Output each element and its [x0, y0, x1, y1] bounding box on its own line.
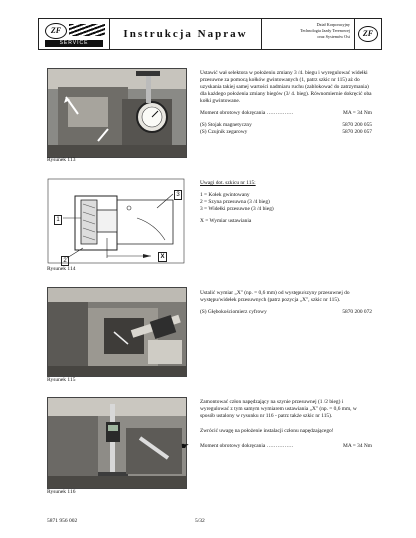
tool-name: (S) Stojak magnetyczny [200, 122, 252, 128]
page-header [38, 18, 382, 50]
callout-2: 2 [61, 256, 69, 266]
section-115-text [200, 290, 372, 316]
torque-row [200, 443, 372, 450]
instruction-paragraph: Ustalić wymiar „X" (np. = 0,6 mm) od występu/szyny przesuwnej do występu/widełek przesuwnych (patrz pozycja „X", szkic nr 115). [200, 290, 350, 303]
tool-row [200, 122, 372, 129]
doc-number: 5871 956 002 [47, 518, 78, 524]
page-number: 5/32 [195, 518, 205, 524]
note-title: Uwagi dot. szkicu nr 115: [200, 180, 256, 186]
legend-item: 2 = Szyna przesuwna (3 /4 bieg) [200, 199, 270, 205]
zf-service-logo [39, 19, 110, 49]
pointing-hand-icon: ☛ [181, 441, 190, 451]
figure-113-photo [47, 68, 187, 158]
legend-item: 3 = Widełki przesuwne (3 /4 bieg) [200, 206, 274, 212]
torque-value: MA = 34 Nm [343, 110, 372, 116]
figure-115-photo [47, 287, 187, 377]
section-116-text [200, 399, 372, 450]
torque-value: MA = 34 Nm [343, 443, 372, 449]
tool-code: 5870 200 072 [342, 309, 372, 315]
tool-name: (S) Czujnik zegarowy [200, 129, 248, 135]
instruction-paragraph: Ustawić wał selektora w położeniu zmiany 3 /4. biegu i wyregulować widełki przesuwne za pomocą kołków gwintowanych (1, patrz szkic nr 115) aż do uzyskania takiej samej wartości nadmiaru ruchu (zablokować do zatrzymania) dla każdego położenia zmiany biegów (3/ 4. bieg). Równomiernie dokręcić oba kołki gwintowane. [200, 70, 372, 104]
dept-line: oraz Systemów Osi [317, 34, 350, 39]
figure-caption: Rysunek 115 [47, 377, 76, 383]
torque-label: Moment obrotowy dokręcania …………… [200, 443, 294, 449]
legend-item: 1 = Kołek gwintowany [200, 192, 250, 198]
hint-text: Zwrócić uwagę na położenie instalacji członu napędzającego! [200, 428, 334, 434]
zf-logo-mark: ZF [358, 26, 378, 42]
tool-code: 5870 200 055 [342, 122, 372, 128]
zf-logo-mark: ZF [45, 23, 67, 39]
tool-code: 5870 200 057 [342, 129, 372, 135]
zf-logo-right [355, 19, 381, 49]
dept-line: Technologia Jazdy Terenowej [300, 28, 350, 33]
torque-row [200, 110, 372, 117]
tool-row [200, 309, 372, 316]
torque-label: Moment obrotowy dokręcania …………… [200, 110, 294, 116]
tool-row [200, 129, 372, 136]
dept-line: Dział Korporacyjny [316, 22, 350, 27]
logo-stripes [69, 24, 105, 36]
figure-caption: Rysunek 113 [47, 157, 76, 163]
figure-116-photo [47, 397, 187, 489]
figure-caption: Rysunek 114 [47, 266, 76, 272]
tool-name: (S) Głębokościomierz cyfrowy [200, 309, 267, 315]
callout-3: 3 [174, 190, 182, 200]
department-block [262, 19, 355, 49]
callout-x: X [158, 252, 167, 262]
section-114-text [200, 180, 372, 225]
page-title: Instrukcja Napraw [110, 19, 262, 49]
dimension-note: X = Wymiar ustawiania [200, 218, 252, 224]
section-113-text [200, 70, 372, 136]
figure-caption: Rysunek 116 [47, 489, 76, 495]
service-label: SERVICE [45, 40, 103, 47]
callout-1: 1 [54, 215, 62, 225]
instruction-paragraph: Zamontować człon napędzający na szynie przesuwnej (1 /2 bieg) i wyregulować z tym samym wymiarem ustawiania „X" (np. = 0,6 mm, w sposób ustalony w rysunku nr 116 - patrz także szkic nr 115). [200, 399, 357, 419]
